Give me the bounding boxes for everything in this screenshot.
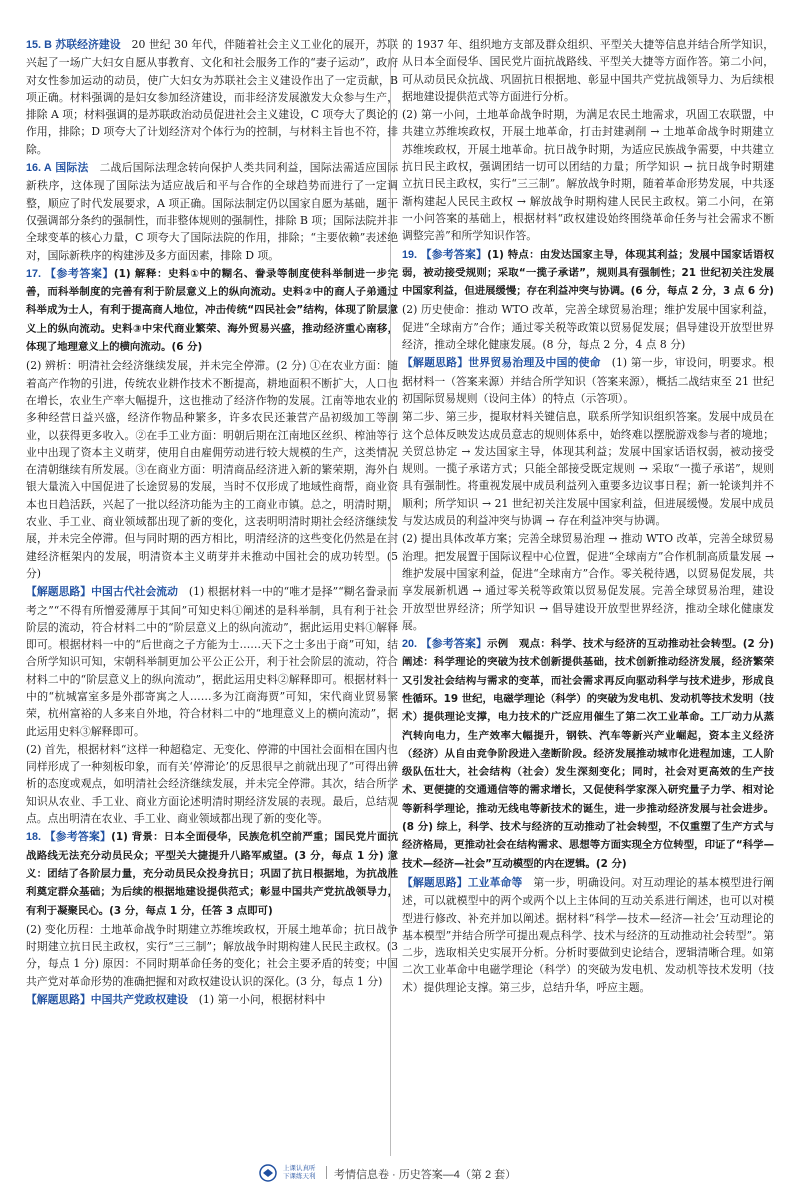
paragraph-text: (1) 第一步，审设问，明要求。根据材料一（答案来源）并结合所学知识（答案来源），概括二战结束至 21 世纪初国际贸易规则（设问主体）的特点（示答项）。 <box>402 356 775 405</box>
answer-paragraph <box>26 357 398 582</box>
paragraph-text: (2) 提出具体改革方案；完善全球贸易治理 → 推动 WTO 改革，完善全球贸易治理。把发展置于国际议程中心位置，促进“全球南方”合作机制高质量发展 → 维护发展中国家利益，促进“全球南方”合作。零关税待遇，以贸易促发展，共享发展新机遇 → 通过零关税等政策以贸易促发展。完善全球贸易治理，建设开放型世界经济；所学知识 → 倡导建设开放型世界经济，推动全球化健康发展。 <box>402 532 774 632</box>
answer-paragraph <box>26 741 398 827</box>
paragraph-text: (2) 历史使命：推动 WTO 改革，完善全球贸易治理；维护发展中国家利益，促进“全球南方”合作；通过零关税等政策以贸易促发展；倡导建设开放型世界经济，推动全球化健康发展。(8 分，每点 2 分，4 点 8 分) <box>402 303 774 352</box>
section-tag: 【参考答案】 <box>420 638 488 651</box>
paragraph-text: (2) 辨析：明清社会经济继续发展，并未完全停滞。(2 分) ①在农业方面：随着高产作物的引进，传统农业耕作技术不断提高，耕地面积不断扩大，人口也在增长，农业生产率大幅提升，这也推动了经济作物的发展。江南等地农业的多种经营日益兴盛，经济作物品种繁多，许多农民还兼营产品初级加工等副业，以获得更多收入。②在手工业方面：明朝后期在江南地区丝织、榨油等行业中出现了资本主义萌芽，使用自由雇佣劳动进行较大规模的生产，这类情况在清朝继续有所发展。③在商业方面：明清商品经济进入新的繁荣期，海外白银大量流入中国促进了长途贸易的发展，当时不仅形成了地域性商帮，商业资本也日趋活跃，兴起了一批以经济功能为主的工商业市镇。总之，明清时期，农业、手工业、商业领域都出现了新的变化，这表明明清时期社会经济继续发展，并未完全停滞。但与同时期的西方相比，明清经济的这些变化仍然是在封建经济框架内的发展，明清资本主义萌芽并未推动中国社会的成功转型。(5 分) <box>26 359 398 580</box>
answer-paragraph <box>26 36 398 158</box>
brand-logo-icon <box>255 1164 281 1182</box>
page-footer <box>0 1162 800 1184</box>
paragraph-text: (1) 第一小问，根据材料中 <box>198 993 326 1007</box>
slogan-line-2: 下课练天利 <box>283 1173 316 1180</box>
answer-paragraph <box>402 106 774 244</box>
footer-text: 考情信息卷 · 历史答案—4（第 2 套） <box>334 1169 517 1181</box>
answer-paragraph <box>402 874 774 996</box>
section-tag: 【解题思路】 <box>26 994 91 1007</box>
paragraph-text: (1) 特点：由发达国家主导，体现其利益；发展中国家话语权弱，被动接受规则；采取“一揽子承诺”，规则具有强制性；21 世纪初关注发展中国家利益，但进展缓慢；存在利益冲突与协调。(6 分，每点 2 分，3 点 6 分) <box>402 248 774 298</box>
answer-paragraph <box>26 265 398 356</box>
paragraph-text: (2) 首先，根据材料“这样一种超稳定、无变化、停滞的中国社会面相在国内也同样形成了一种刻板印象，而有关‘停滞论’的反思很早之前就出现了”可得出辨析的态度或观点，如明清社会经济继续发展，并未完全停滞。其次，结合所学知识从农业、手工业、商业方面论述明清时期经济发展的表现。最后，总结观点。点出明清在农业、手工业、商业领域都出现了新的变化等。 <box>26 742 398 826</box>
answer-paragraph <box>26 159 398 264</box>
answer-paragraph <box>26 828 398 919</box>
section-tag: 【解题思路】 <box>26 586 92 599</box>
topic-keyword: 工业革命等 <box>467 876 523 889</box>
answer-paragraph <box>26 583 398 740</box>
question-number: 19. <box>402 248 418 261</box>
brand-slogan <box>283 1165 323 1181</box>
question-number: 18. <box>26 831 42 844</box>
answer-paragraph <box>402 36 774 105</box>
paragraph-text: 示例 观点：科学、技术与经济的互动推动社会转型。(2 分) 阐述：科学理论的突破为技术创新提供基础，技术创新推动经济发展，经济繁荣又引发社会结构与需求的变革，而社会需求再反向驱动科学与技术进步，形成良性循环。19 世纪，电磁学理论（科学）的突破为发电机、发动机等技术发明（技术）提供理论支撑，电力技术的广泛应用催生了第二次工业革命。工厂动力从蒸汽转向电力，生产效率大幅提升，钢铁、汽车等新兴产业崛起，资本主义经济（经济）从自由竞争阶段进入垄断阶段。经济发展推动城市化进程加速，工人阶级队伍壮大，社会结构（社会）发生深刻变化；同时，社会对更高效的生产技术、更便捷的交通通信等的需求增长，又促使科学家深入研究量子力学、相对论等新科学理论，推动无线电等新技术的诞生，进一步推动经济发展与社会进步。(8 分) 综上，科学、技术与经济的互动推动了社会转型，不仅重塑了生产方式与经济格局，更推动社会在结构需求、思想等方面实现全方位转型，印证了“科学—技术—经济—社会”互动模型的内在逻辑。(2 分) <box>402 638 775 870</box>
paragraph-text: (1) 根据材料一中的“唯才是择”“糊名誊录而考之”“不得有所憎爱薄厚于其间”可知史料①阐述的是科举制，具有利于社会阶层的流动，符合材料二中的“阶层意义上的纵向流动”，据此运用史料①解释即可。根据材料一中的“后世商之子方能为士……天下之士多出于商”可知，结合所学知识可知，宋朝科举制更加公平公正公开，利于社会阶层的流动，符合材料二中的“阶层意义上的纵向流动”，据此运用史料②解释即可。根据材料一中的“杭城富室多是外郡寄寓之人……多为江商海贾”可知，宋代商业贸易繁荣，杭州富裕的人多来自外地，符合材料二中的“地理意义上的横向流动”，据此运用史料③解释即可。 <box>26 585 398 738</box>
topic-keyword: 苏联经济建设 <box>55 39 121 51</box>
answer-paragraph <box>26 921 398 990</box>
question-number: 17. <box>26 267 42 280</box>
section-tag: 【参考答案】 <box>45 267 114 280</box>
answer-paragraph <box>402 530 774 634</box>
topic-keyword: 中国共产党政权建设 <box>90 994 188 1007</box>
question-number: 16. A <box>26 162 52 175</box>
right-column <box>402 36 774 997</box>
paragraph-text: 20 世纪 30 年代，伴随着社会主义工业化的展开，苏联兴起了一场广大妇女自愿从事教育、文化和社会服务工作的“妻子运动”，政府对女性参加运动的动员，使广大妇女为苏联社会主义建设作出了一定贡献，B 项正确。材料强调的是妇女参加经济建设，而非经济发展激发大众参与生产，排除 A 项；材料强调的是苏联政治动员促进社会主义建设，C 项夸大了舆论的作用，排除；D 项夸大了计划经济对个体行为的控制，与材料主旨也不符，排除。 <box>26 38 398 156</box>
topic-keyword: 世界贸易治理及中国的使命 <box>468 357 601 370</box>
topic-keyword: 中国古代社会流动 <box>91 586 179 599</box>
answer-paragraph <box>26 991 398 1009</box>
question-number: 20. <box>402 638 418 651</box>
footer-separator <box>326 1166 327 1179</box>
answer-paragraph <box>402 408 774 529</box>
section-tag: 【解题思路】 <box>402 876 468 889</box>
slogan-line-1: 上课认真听 <box>283 1165 316 1172</box>
section-tag: 【参考答案】 <box>420 248 488 261</box>
left-column <box>26 36 398 1010</box>
paragraph-text: (1) 解释：史料①中的糊名、誊录等制度使科举制进一步完善，而科举制度的完善有利于阶层意义上的纵向流动。史料②中的商人子弟通过科举成为士人，有利于提高商人地位，冲击传统“四民社会”结构，体现了阶层意义上的纵向流动。史料③中宋代商业繁荣、海外贸易兴盛，推动经济重心南移，体现了地理意义上的横向流动。(6 分) <box>26 267 399 354</box>
paragraph-text: 第一步，明确设问。对互动理论的基本模型进行阐述，可以就模型中的两个或两个以上主体间的互动关系进行阐述，也可以对模型进行修改、补充并加以阐述。据材料“科学—技术—经济—社会’互动理论的基本模型”并结合所学可提出观点科学、技术与经济的互动推动社会转型”。第二步，选取相关史实展开分析。分析时要做到史论结合，逻辑清晰合理。如第二次工业革命中电磁学理论（科学）的突破为发电机、发动机等技术发明（技术）提供理论支撑。第三步，总结升华，呼应主题。 <box>402 875 775 994</box>
answer-paragraph <box>402 354 774 407</box>
column-divider <box>390 38 391 1156</box>
paragraph-text: (2) 第一小问，土地革命战争时期，为满足农民土地需求，巩固工农联盟，中共建立苏维埃政权，开展土地革命，打击封建剥削 → 土地革命战争时期建立苏维埃政权，开展土地革命。抗日战争时期，为适应民族战争需要，中共建立抗日民主政权，强调团结一切可以团结的力量；所学知识 → 抗日战争时期建立抗日民主政权，实行“三三制”。解放战争时期，随着革命形势发展，中共逐渐构建起人民民主政权 → 解放战争时期构建人民民主政权。第二小问，在第一小问答案的基础上，根据材料“政权建设始终围绕革命任务与社会需求不断调整完善”和所学知识作答。 <box>402 108 774 243</box>
section-tag: 【参考答案】 <box>44 831 112 844</box>
paragraph-text: 二战后国际法理念转向保护人类共同利益，国际法需适应国际新秩序，这体现了国际法为适应战后和平与合作的全球趋势而进行了一定调整，顺应了时代发展要求，A 项正确。国际法制定仍以国家自愿为基础，题干仅强调部分条约的强制性，而非整体规则的强制性，排除 B 项；国际法院并非全球变革的核心力量，C 项夸大了国际法院的作用，排除；“主要依赖”表述绝对，国际新秩序的构建涉及多方面因素，排除 D 项。 <box>26 161 399 262</box>
answer-paragraph <box>402 301 774 353</box>
topic-keyword: 国际法 <box>55 162 89 175</box>
paragraph-text: 第二步、第三步，提取材料关键信息，联系所学知识组织答案。发展中成员在这个总体反映发达成员意志的规则体系中，始终难以摆脱游戏参与者的境地；关贸总协定 → 发达国家主导，体现其利益；发展中国家话语权弱，被动接受规则。一揽子承诺方式；只能全部接受既定规则 → 采取“一揽子承诺”，规则具有强制性。将重视发展中成员利益列入重要多边议事日程；新一轮谈判并不顺利；所学知识 → 21 世纪初关注发展中国家利益，但进展缓慢。发展中成员与发达成员的利益冲突与协调 → 存在利益冲突与协调。 <box>402 410 774 528</box>
paragraph-text: (1) 背景：日本全面侵华，民族危机空前严重；国民党片面抗战路线无法充分动员民众；平型关大捷提升八路军威望。(3 分，每点 1 分) 意义：团结了各阶层力量，充分动员民众投身抗日；巩固了抗日根据地，为抗战胜利奠定群众基础；为后续的根据地建设提供范式；彰显中国共产党抗战领导力，有利于凝聚民心。(3 分，每点 1 分，任答 3 点即可) <box>26 831 398 917</box>
paragraph-text: (2) 变化历程：土地革命战争时期建立苏维埃政权，开展土地革命；抗日战争时期建立抗日民主政权，实行“三三制”；解放战争时期构建人民民主政权。(3 分，每点 1 分) 原因：不同时期革命任务的变化；社会主要矛盾的转变；中国共产党对革命形势的准确把握和对政权建设认识的深化。(3 分，每点 1 分) <box>26 922 398 988</box>
answer-paragraph <box>402 635 774 873</box>
section-tag: 【解题思路】 <box>402 357 469 370</box>
question-number: 15. B <box>26 39 52 51</box>
paragraph-text: 的 1937 年、组织地方支部及群众组织、平型关大捷等信息并结合所学知识，从日本全面侵华、国民党片面抗战路线、平型关大捷等方面作答。第二小问，可从动员民众抗战、巩固抗日根据地、彰显中国共产党抗战领导力、为后续根据地建设提供范式等方面进行分析。 <box>402 38 774 103</box>
answer-paragraph <box>402 246 774 301</box>
